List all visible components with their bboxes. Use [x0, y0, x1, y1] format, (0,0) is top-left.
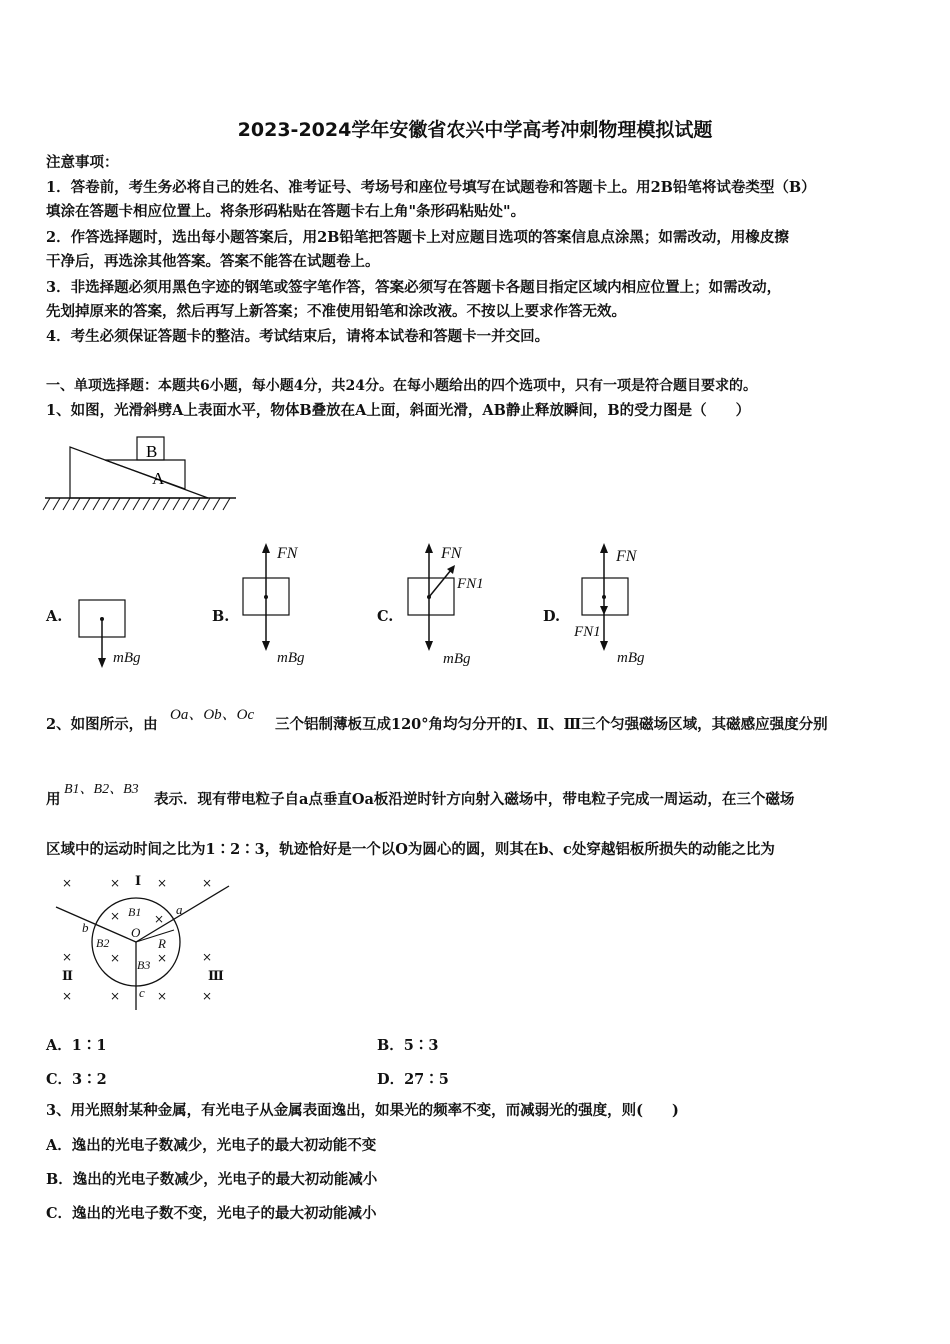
field-cross: ×	[62, 950, 73, 964]
q2-stem-e: 区域中的运动时间之比为1∶2∶3，轨迹恰好是一个以O为圆心的圆，则其在b、c处穿越铝板所损失的动能之比为	[46, 841, 775, 858]
notice-line: 4．考生必须保证答题卡的整洁。考试结束后，请将本试卷和答题卡一并交回。	[46, 328, 550, 345]
q3-option-a: A．逸出的光电子数减少，光电子的最大初动能不变	[46, 1137, 377, 1154]
fn1-label-d: FN1	[574, 624, 601, 640]
field-cross: ×	[202, 876, 213, 890]
wedge-a-label: A	[152, 469, 165, 488]
q2-stem-d: 表示．现有带电粒子自a点垂直Oa板沿逆时针方向射入磁场中，带电粒子完成一周运动，在三个磁场	[154, 791, 795, 808]
q2-stem-a: 2、如图所示，由	[46, 716, 158, 733]
point-a-label: a	[176, 902, 183, 917]
section-heading: 一、单项选择题：本题共6小题，每小题4分，共24分。在每小题给出的四个选项中，只有一项是符合题目要求的。	[46, 378, 757, 394]
q1-option-d: D.	[543, 608, 561, 625]
region-3-label: Ⅲ	[208, 969, 224, 984]
notice-line: 2．作答选择题时，选出每小题答案后，用2B铅笔把答题卡上对应题目选项的答案信息点涂黑；如需改动，用橡皮擦	[46, 229, 789, 246]
fn1-label-c: FN1	[457, 576, 484, 592]
fn-label-d: FN	[616, 548, 637, 565]
b1-label: B1	[128, 905, 142, 919]
fn-label-b: FN	[277, 545, 298, 562]
q1-stem: 1、如图，光滑斜劈A上表面水平，物体B叠放在A上面，斜面光滑，AB静止释放瞬间，B的受力图是（ ）	[46, 402, 751, 419]
field-cross: ×	[202, 950, 213, 964]
mg-label-a: mBg	[113, 650, 141, 666]
point-b-label: b	[82, 920, 89, 935]
field-cross: ×	[62, 989, 73, 1003]
field-cross: ×	[62, 876, 73, 890]
notice-line: 干净后，再选涂其他答案。答案不能答在试题卷上。	[46, 253, 380, 270]
q3-stem: 3、用光照射某种金属，有光电子从金属表面逸出，如果光的频率不变，而减弱光的强度，则( )	[46, 1102, 679, 1119]
b2-label: B2	[96, 936, 110, 950]
page-title: 2023-2024学年安徽省农兴中学高考冲刺物理模拟试题	[237, 119, 713, 141]
b3-label: B3	[137, 958, 151, 972]
q2-option-a: A．1∶1	[46, 1037, 107, 1054]
field-cross: ×	[157, 876, 168, 890]
mg-label-b: mBg	[277, 650, 305, 666]
q2-inline-b: B1、B2、B3	[64, 782, 139, 797]
point-c-label: c	[139, 985, 145, 1000]
center-o-label: O	[131, 925, 141, 940]
q3-option-b: B．逸出的光电子数减少，光电子的最大初动能减小	[46, 1171, 378, 1188]
q2-option-d: D．27∶5	[377, 1071, 449, 1088]
field-cross: ×	[110, 876, 121, 890]
field-cross: ×	[157, 951, 168, 965]
mg-label-d: mBg	[617, 650, 645, 666]
field-cross: ×	[110, 989, 121, 1003]
field-cross: ×	[157, 989, 168, 1003]
q2-option-c: C．3∶2	[46, 1071, 107, 1088]
q2-stem-c: 用	[46, 791, 61, 808]
field-cross: ×	[110, 909, 121, 923]
region-2-label: Ⅱ	[62, 969, 73, 984]
region-1-label: Ⅰ	[135, 874, 142, 889]
q2-option-b: B．5∶3	[377, 1037, 439, 1054]
notice-line: 先划掉原来的答案，然后再写上新答案；不准使用铅笔和涂改液。不按以上要求作答无效。	[46, 303, 626, 320]
fn-label-c: FN	[441, 545, 462, 562]
q1-option-b: B.	[212, 608, 230, 625]
field-cross: ×	[154, 912, 165, 926]
q3-option-c: C．逸出的光电子数不变，光电子的最大初动能减小	[46, 1205, 377, 1222]
mg-label-c: mBg	[443, 651, 471, 667]
notice-heading: 注意事项：	[46, 154, 119, 171]
field-cross: ×	[202, 989, 213, 1003]
q1-option-a: A.	[46, 608, 63, 625]
q2-inline-oa: Oa、Ob、Oc	[170, 707, 255, 723]
notice-line: 3．非选择题必须用黑色字迹的钢笔或签字笔作答，答案必须写在答题卡各题目指定区域内相应位置上；如需改动，	[46, 279, 782, 296]
notice-line: 填涂在答题卡相应位置上。将条形码粘贴在答题卡右上角"条形码粘贴处"。	[46, 203, 526, 220]
radius-r-label: R	[158, 936, 166, 951]
block-b-label: B	[146, 442, 158, 461]
notice-line: 1．答卷前，考生务必将自己的姓名、准考证号、考场号和座位号填写在试题卷和答题卡上。用2B铅笔将试卷类型（B）	[46, 179, 816, 196]
field-cross: ×	[110, 951, 121, 965]
q1-option-c: C.	[377, 608, 394, 625]
q2-stem-b: 三个铝制薄板互成120°角均匀分开的Ⅰ、Ⅱ、Ⅲ三个匀强磁场区域，其磁感应强度分别	[275, 716, 828, 733]
